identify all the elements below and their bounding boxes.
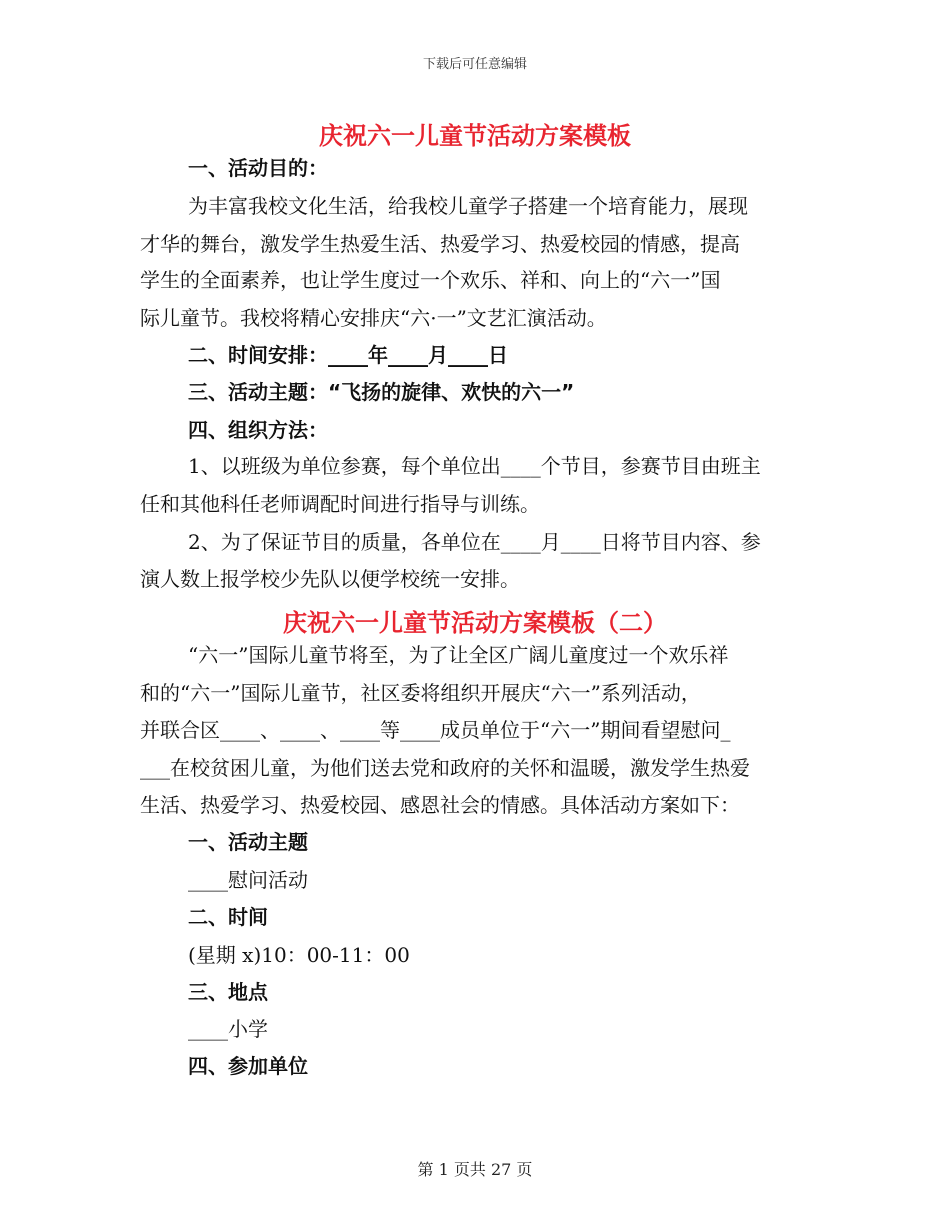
paragraph-line: 任和其他科任老师调配时间进行指导与训练。 <box>140 492 540 516</box>
paragraph-line: ____慰问活动 <box>188 868 308 892</box>
paragraph-line: 才华的舞台，激发学生热爱生活、热爱学习、热爱校园的情感，提高 <box>140 232 740 256</box>
section-heading-time-2: 二、时间 <box>188 905 268 929</box>
section-heading-participants: 四、参加单位 <box>188 1054 308 1078</box>
section-heading-purpose: 一、活动目的： <box>188 156 328 180</box>
paragraph-line: 并联合区____、____、____等____成员单位于“六一”期间看望慰问_ <box>140 718 731 742</box>
page-footer: 第 1 页共 27 页 <box>417 1160 533 1179</box>
paragraph-line: 演人数上报学校少先队以便学校统一安排。 <box>140 567 520 591</box>
doc-title-2: 庆祝六一儿童节活动方案模板（二） <box>283 609 667 637</box>
paragraph-line: 为丰富我校文化生活，给我校儿童学子搭建一个培育能力，展现 <box>188 194 748 218</box>
paragraph-line: 1、以班级为单位参赛，每个单位出____个节目，参赛节目由班主 <box>188 454 761 478</box>
doc-title: 庆祝六一儿童节活动方案模板 <box>319 122 631 150</box>
section-heading-theme-2: 一、活动主题 <box>188 830 308 854</box>
paragraph-line: (星期 x)10：00-11：00 <box>188 943 410 967</box>
section-heading-theme: 三、活动主题：“飞扬的旋律、欢快的六一” <box>188 380 575 404</box>
paragraph-line: ___在校贫困儿童，为他们送去党和政府的关怀和温暖，激发学生热爱 <box>140 756 750 780</box>
paragraph-line: 际儿童节。我校将精心安排庆“六·一”文艺汇演活动。 <box>140 306 607 330</box>
page-header: 下载后可任意编辑 <box>422 57 527 72</box>
section-heading-method: 四、组织方法： <box>188 418 328 442</box>
section-heading-time: 二、时间安排：____年____月____日 <box>188 343 508 367</box>
paragraph-line: 学生的全面素养，也让学生度过一个欢乐、祥和、向上的“六一”国 <box>140 268 721 292</box>
section-heading-location: 三、地点 <box>188 980 268 1004</box>
paragraph-line: 生活、热爱学习、热爱校园、感恩社会的情感。具体活动方案如下： <box>140 793 740 817</box>
paragraph-line: 和的“六一”国际儿童节，社区委将组织开展庆“六一”系列活动， <box>140 681 701 705</box>
paragraph-line: “六一”国际儿童节将至，为了让全区广阔儿童度过一个欢乐祥 <box>188 643 729 667</box>
paragraph-line: ____小学 <box>188 1017 268 1041</box>
paragraph-line: 2、为了保证节目的质量，各单位在____月____日将节目内容、参 <box>188 530 761 554</box>
